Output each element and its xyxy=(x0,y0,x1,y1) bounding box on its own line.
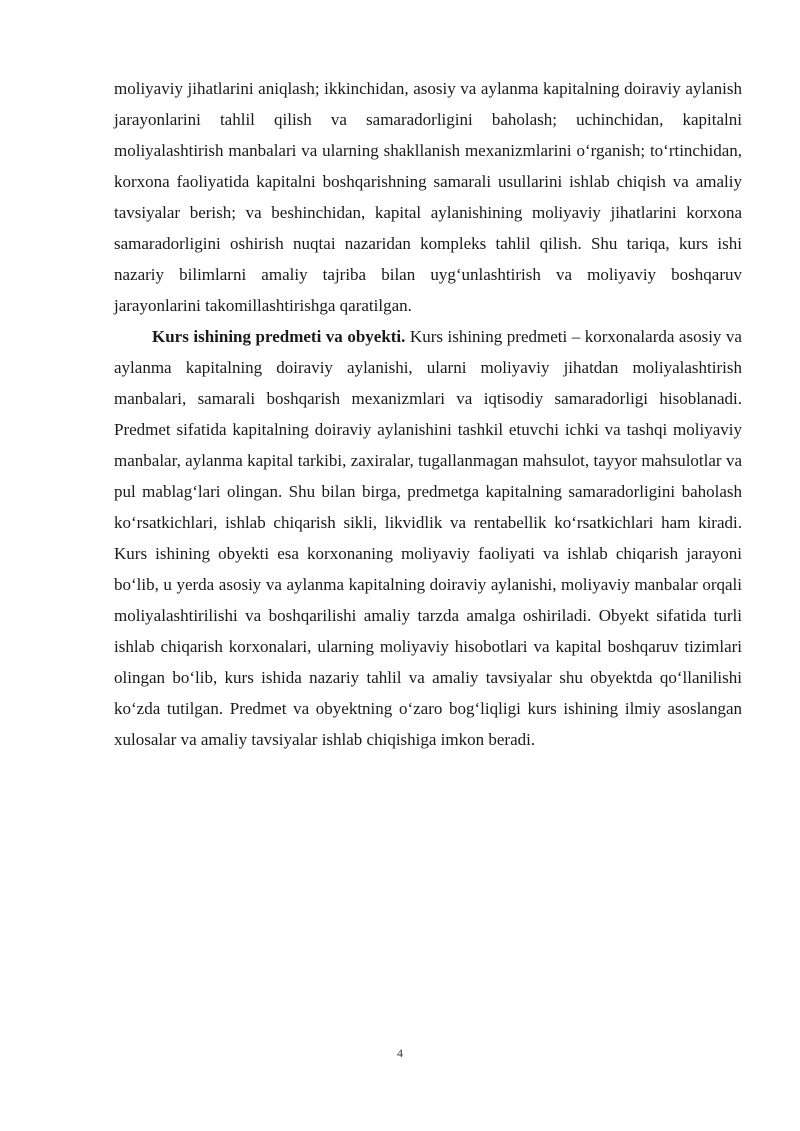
paragraph-subject-object xyxy=(114,321,742,755)
paragraph-body: Kurs ishining predmeti – korxonalarda asosiy va aylanma kapitalning doiraviy aylanishi, ularni moliyaviy jihatdan moliyalashtirish manbalari, samarali boshqarish mexanizmlari va iqtisodiy samaradorligi hisoblanadi. Predmet sifatida kapitalning doiraviy aylanishini tashkil etuvchi ichki va tashqi moliyaviy manbalar, aylanma kapital tarkibi, zaxiralar, tugallanmagan mahsulot, tayyor mahsulotlar va pul mablag‘lari olingan. Shu bilan birga, predmetga kapitalning samaradorligini baholash ko‘rsatkichlari, ishlab chiqarish sikli, likvidlik va rentabellik ko‘rsatkichlari ham kiradi. Kurs ishining obyekti esa korxonaning moliyaviy faoliyati va ishlab chiqarish jarayoni bo‘lib, u yerda asosiy va aylanma kapitalning doiraviy aylanishi, moliyaviy manbalar orqali moliyalashtirilishi va boshqarilishi amaliy tarzda amalga oshiriladi. Obyekt sifatida turli ishlab chiqarish korxonalari, ularning moliyaviy hisobotlari va kapital boshqaruv tizimlari olingan bo‘lib, kurs ishida nazariy tahlil va amaliy tavsiyalar shu obyektda qo‘llanilishi ko‘zda tutilgan. Predmet va obyektning o‘zaro bog‘liqligi kurs ishining ilmiy asoslangan xulosalar va amaliy tavsiyalar ishlab chiqishiga imkon beradi. xyxy=(114,327,742,749)
page-number: 4 xyxy=(397,1046,403,1060)
body-text xyxy=(114,73,742,755)
paragraph-continuation: moliyaviy jihatlarini aniqlash; ikkinchidan, asosiy va aylanma kapitalning doiraviy aylanish jarayonlarini tahlil qilish va samaradorligini baholash; uchinchidan, kapitalni moliyalashtirish manbalari va ularning shakllanish mexanizmlarini o‘rganish; to‘rtinchidan, korxona faoliyatida kapitalni boshqarishning samarali usullarini ishlab chiqish va amaliy tavsiyalar berish; va beshinchidan, kapital aylanishining moliyaviy jihatlarini korxona samaradorligini oshirish nuqtai nazaridan kompleks tahlil qilish. Shu tariqa, kurs ishi nazariy bilimlarni amaliy tajriba bilan uyg‘unlashtirish va moliyaviy boshqaruv jarayonlarini takomillashtirishga qaratilgan. xyxy=(114,79,742,315)
section-heading: Kurs ishining predmeti va obyekti. xyxy=(152,327,406,346)
